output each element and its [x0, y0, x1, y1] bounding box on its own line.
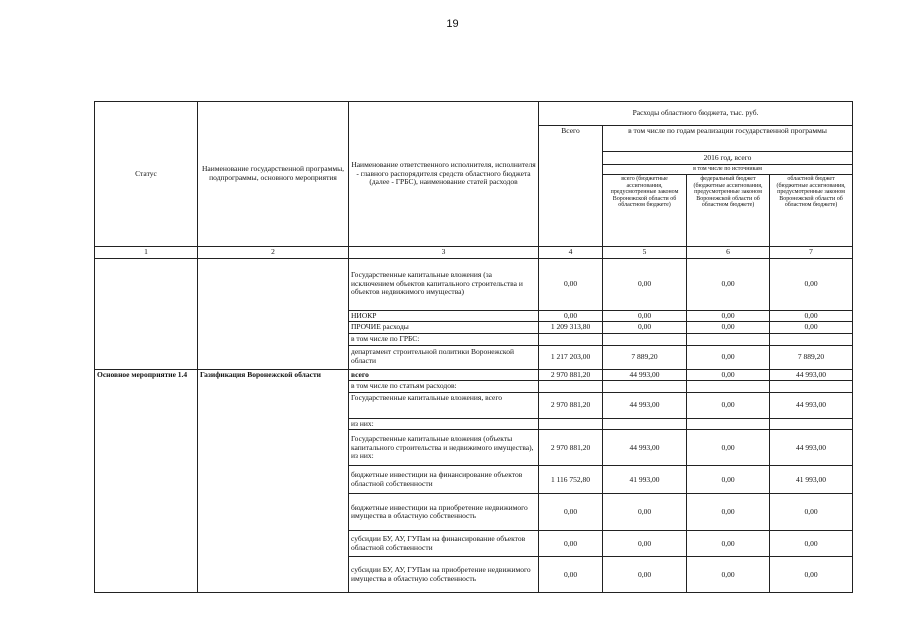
value-source-total: 44 993,00 — [603, 392, 687, 418]
value-source-total: 0,00 — [603, 557, 687, 593]
value-source-total — [603, 381, 687, 393]
value-total: 0,00 — [539, 310, 603, 322]
value-federal — [687, 381, 770, 393]
header-expenses: Расходы областного бюджета, тыс. руб. — [539, 102, 853, 126]
column-number: 1 — [95, 247, 198, 259]
header-year: 2016 год, всего — [603, 152, 853, 165]
row-label: субсидии БУ, АУ, ГУПам на приобретение недвижимого имущества в областную собственность — [349, 557, 539, 593]
value-regional: 44 993,00 — [770, 430, 853, 466]
row-label: всего — [349, 369, 539, 381]
value-regional: 44 993,00 — [770, 392, 853, 418]
program-name-cell: Газификация Воронежской области — [198, 369, 349, 593]
value-regional: 0,00 — [770, 322, 853, 334]
header-source-total: всего (бюджетные ассигнования, предусмотренные законом Воронежской области об областном бюджете) — [603, 175, 687, 247]
value-federal: 0,00 — [687, 345, 770, 369]
row-label: Государственные капитальные вложения (за исключением объектов капитального строительства и объектов недвижимого имущества) — [349, 258, 539, 310]
column-number: 3 — [349, 247, 539, 259]
header-source-federal: федеральный бюджет (бюджетные ассигнования, предусмотренные законом Воронежской области об областном бюджете) — [687, 175, 770, 247]
row-label: Государственные капитальные вложения (объекты капитального строительства и недвижимого имущества), из них: — [349, 430, 539, 466]
program-name-cell — [198, 258, 349, 369]
value-source-total — [603, 333, 687, 345]
value-total — [539, 418, 603, 430]
value-source-total: 0,00 — [603, 258, 687, 310]
row-label: бюджетные инвестиции на приобретение недвижимого имущества в областную собственность — [349, 494, 539, 531]
header-status: Статус — [95, 102, 198, 247]
column-number: 2 — [198, 247, 349, 259]
value-total: 1 217 203,00 — [539, 345, 603, 369]
value-total: 2 970 881,20 — [539, 392, 603, 418]
column-number: 5 — [603, 247, 687, 259]
header-total: Всего — [539, 126, 603, 247]
value-regional: 0,00 — [770, 531, 853, 557]
value-federal: 0,00 — [687, 322, 770, 334]
row-label: НИОКР — [349, 310, 539, 322]
status-cell: Основное мероприятие 1.4 — [95, 369, 198, 593]
row-label: в том числе по статьям расходов: — [349, 381, 539, 393]
value-total — [539, 333, 603, 345]
value-source-total: 41 993,00 — [603, 466, 687, 494]
value-total: 1 116 752,80 — [539, 466, 603, 494]
header-by-sources: в том числе по источникам — [603, 165, 853, 175]
column-number-row — [95, 247, 853, 259]
row-label: департамент строительной политики Воронежской области — [349, 345, 539, 369]
status-cell — [95, 258, 198, 369]
value-regional: 41 993,00 — [770, 466, 853, 494]
value-source-total: 44 993,00 — [603, 369, 687, 381]
value-total: 2 970 881,20 — [539, 430, 603, 466]
value-federal: 0,00 — [687, 531, 770, 557]
value-source-total: 0,00 — [603, 531, 687, 557]
value-source-total — [603, 418, 687, 430]
value-total: 0,00 — [539, 557, 603, 593]
value-federal: 0,00 — [687, 310, 770, 322]
value-source-total: 7 889,20 — [603, 345, 687, 369]
page-number: 19 — [446, 18, 459, 30]
value-source-total: 0,00 — [603, 322, 687, 334]
value-regional: 0,00 — [770, 557, 853, 593]
header-executor: Наименование ответственного исполнителя, исполнителя - главного распорядителя средств областного бюджета (далее - ГРБС), наименование статей расходов — [349, 102, 539, 247]
value-total — [539, 381, 603, 393]
table-row — [95, 258, 853, 310]
row-label: бюджетные инвестиции на финансирование объектов областной собственности — [349, 466, 539, 494]
value-federal: 0,00 — [687, 557, 770, 593]
value-federal: 0,00 — [687, 392, 770, 418]
row-label: в том числе по ГРБС: — [349, 333, 539, 345]
value-total: 0,00 — [539, 494, 603, 531]
column-number: 4 — [539, 247, 603, 259]
value-regional — [770, 333, 853, 345]
value-federal: 0,00 — [687, 430, 770, 466]
value-federal: 0,00 — [687, 466, 770, 494]
header-by-years: в том числе по годам реализации государственной программы — [603, 126, 853, 152]
value-regional: 0,00 — [770, 258, 853, 310]
value-source-total: 0,00 — [603, 310, 687, 322]
header-source-regional: областной бюджет (бюджетные ассигнования, предусмотренные законом Воронежской области об областном бюджете) — [770, 175, 853, 247]
value-regional: 0,00 — [770, 494, 853, 531]
value-federal: 0,00 — [687, 494, 770, 531]
value-federal — [687, 418, 770, 430]
row-label: Государственные капитальные вложения, всего — [349, 392, 539, 418]
value-total: 0,00 — [539, 258, 603, 310]
value-federal: 0,00 — [687, 258, 770, 310]
value-total: 2 970 881,20 — [539, 369, 603, 381]
value-federal: 0,00 — [687, 369, 770, 381]
value-total: 0,00 — [539, 531, 603, 557]
budget-table — [94, 101, 853, 593]
header-program-name: Наименование государственной программы, подпрограммы, основного мероприятия — [198, 102, 349, 247]
table-row — [95, 369, 853, 381]
value-source-total: 0,00 — [603, 494, 687, 531]
value-regional — [770, 418, 853, 430]
row-label: ПРОЧИЕ расходы — [349, 322, 539, 334]
row-label: из них: — [349, 418, 539, 430]
column-number: 7 — [770, 247, 853, 259]
value-source-total: 44 993,00 — [603, 430, 687, 466]
row-label: субсидии БУ, АУ, ГУПам на финансирование объектов областной собственности — [349, 531, 539, 557]
value-regional: 0,00 — [770, 310, 853, 322]
column-number: 6 — [687, 247, 770, 259]
value-regional — [770, 381, 853, 393]
value-federal — [687, 333, 770, 345]
value-regional: 44 993,00 — [770, 369, 853, 381]
value-regional: 7 889,20 — [770, 345, 853, 369]
value-total: 1 209 313,80 — [539, 322, 603, 334]
